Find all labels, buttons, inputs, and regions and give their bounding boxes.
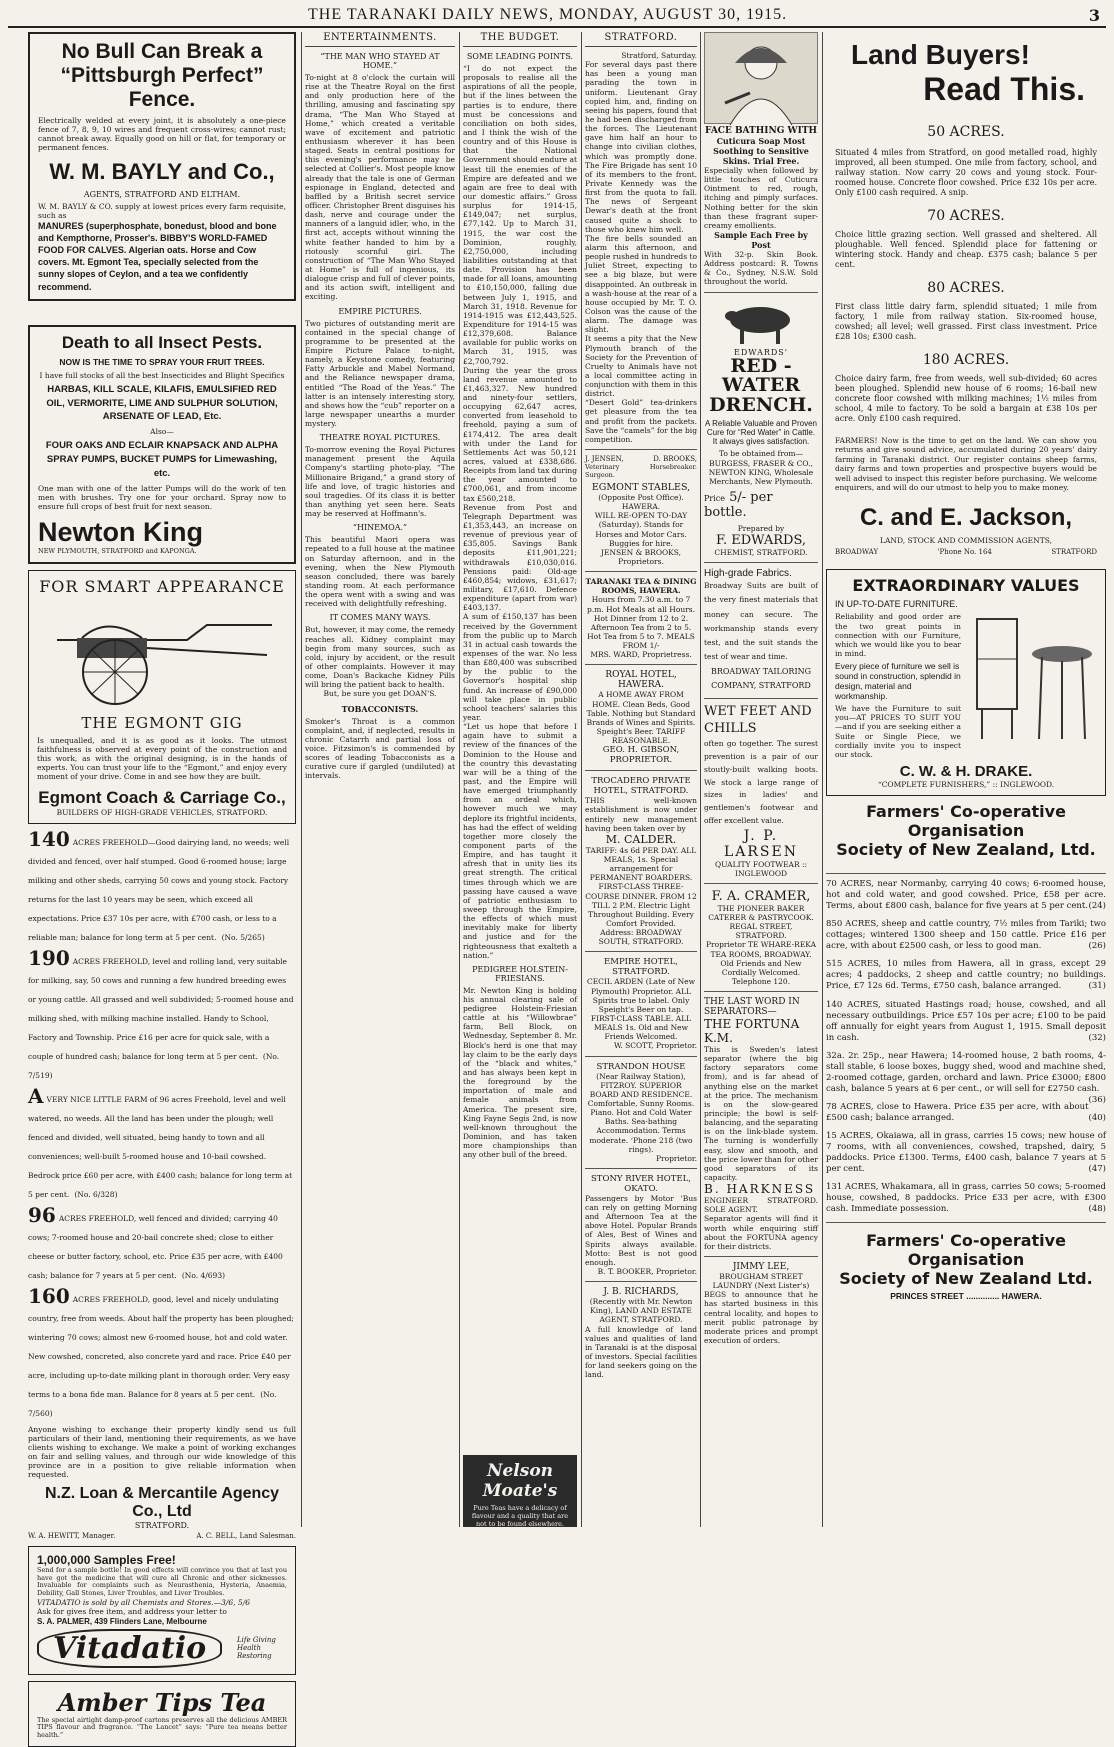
loan-salesman: A. C. BELL, Land Salesman. (196, 1531, 296, 1540)
article-title: EMPIRE PICTURES. (338, 306, 422, 316)
extra-values-title: EXTRAORDINARY VALUES (852, 576, 1080, 596)
amber-tips-ad (28, 1681, 296, 1747)
coop-title: Farmers' Co-operative Organisation (866, 802, 1066, 841)
gig-ad (28, 570, 296, 824)
article-body: Mr. Newton King is holding his annual clearing sale of pedigree Holstein-Friesian cattle at his “Willowbrae” farm, Bell Block, on Wednesday, September 8. Mr. Block's herd is one that may lay claim to be the early days of the “black and whites,” and has always been kept in the foreground by the importation of male and female animals from America. The present sire, King Fayne Segis 2nd, is now well-known throughout the Dominion, and has taken more championships than any other bull of the breed. (463, 985, 577, 1160)
property-heading: 70 ACRES. (927, 208, 1005, 224)
loan-staff (28, 1532, 296, 1540)
vitadatio-logo-row (37, 1629, 287, 1668)
drench-brand: EDWARDS' (734, 347, 788, 357)
dateline: Stratford, Saturday. (621, 51, 697, 60)
tea-rooms-sign: MRS. WARD, Proprietress. (590, 650, 692, 660)
article-body: To-night at 8 o'clock the curtain will rise at the Theatre Royal on the first and only production here of the thrilling, amusing and fascinating spy drama, “The Man Who Stayed at Home,” which created a veritable wave of excitement and patriotic enthusiasm wherever it has been staged. Seats in central positions for this evening's performance may be selected at Collier's. Most people know already that the tale is one of German espionage in England, detected and baffled by a British secret service officer. Christopher Brent disguises his dash, nerve and courage under the manners of a languid idler, who, in the first act, accepts without winning the white feather handed to him by a riotously scornful girl. The construction of “The Man Who Stayed at Home” is full of ingenious, its dialogue crisp and full of clever points, and its action swift, intelligent and exciting. (305, 73, 455, 302)
property-listing: 78 ACRES, close to Hawera. Price £35 per acre, with about £500 cash; balance arranged. (40) (826, 1101, 1106, 1123)
fence-ad-body: Electrically welded at every joint, it is absolutely a one-piece fence of 7, 8, 9, 10 wires and frequent cross-wires; cannot rust; cannot break away. Equally good on hill or flat, for temporary or permanent fences. (38, 116, 286, 153)
drench-sub: A Reliable Valuable and Proven Cure for “Red Water” in Cattle. It always gives satisfaction. (705, 419, 817, 447)
royal-hotel-sign: GEO. H. GIBSON, PROPRIETOR. (602, 745, 680, 766)
farmers-note: FARMERS! Now is the time to get on the land. We can show you returns and give sound advice, accumulated during 20 years' dairy farming in Taranaki district. Our register contains sheep farms, dairy farms and town properties and prospective buyers would be well advised to inspect this register before purchasing. We welcome enquirers, and will do our utmost to help you to make money. (835, 436, 1097, 492)
article-title: “THE MAN WHO STAYED AT HOME.” (320, 52, 440, 70)
property-body: First class little dairy farm, splendid situated; 1 mile from factory, 1 mile from railway station. Six-roomed house, cowshed; all level; well grassed. First class investment. Price £28 10s; £300 cash. (835, 302, 1097, 341)
coop-address: PRINCES STREET .............. HAWERA. (890, 1291, 1042, 1302)
column-stratford (585, 32, 697, 1527)
insect-ad (28, 325, 296, 564)
article-body: This beautiful Maori opera was repeated to a full house at the matinee on Saturday afternoon, and in the evening, when the New Plymouth season concluded, there was barely standing room. At each performance the opera went with a swing and was received with delightfully refreshing. (305, 535, 455, 609)
article-body: During the year the gross land revenue amounted to £1,463,327. New hundred and ninety-four settlers, occupying 62,647 acres, converted from leasehold to freehold, paying a sum of £174,412. The area dealt with under the Land for Settlements Act was 50,121 acres, valued at £338,686. Receipts from land tax during the year amounted to £700,061, and from income tax £560,218. (463, 365, 577, 503)
drench-from: To be obtained from— BURGESS, FRASER & CO., NEWTON KING, Wholesale Merchants, New Plymouth. (708, 449, 814, 486)
cuticura-head: FACE BATHING WITH (704, 126, 818, 136)
trocadero-addr: Address: BROADWAY SOUTH, STRATFORD. (598, 928, 684, 947)
article-body: “Desert Gold” tea-drinkers get pleasure from the tea and profit from the packets. Save the “camels” for the big competition. (585, 398, 697, 444)
nelson-moate-title: Nelson Moate's (482, 1461, 558, 1501)
column-ads-mid (704, 32, 818, 1527)
insect-ad-note: One man with one of the latter Pumps will do the work of ten men with brushes. Try one for your orchard. Spray now to ensure full crops of best fruit for next season. (38, 483, 286, 511)
extra-values-sub: IN UP-TO-DATE FURNITURE. (835, 599, 958, 610)
property-body: Choice little grazing section. Well grassed and sheltered. All ploughable. Well fenced. Splendid place for fattening or wintering stock. Handy and cheap. £375 cash; balance 5 per cent. (835, 230, 1097, 269)
empire-hotel-body: CECIL ARDEN (Late of New Plymouth) Proprietor. ALL Spirits true to label. Only Speight's Beer on tap. FIRST-CLASS TABLE. ALL MEALS 1s. Old and New Friends Welcomed. (586, 977, 696, 1042)
article-body: “I do not expect the proposals to realise all the aspirations of all the people, but if the lines between the parties is to endure, there must be concessions and conciliation on both sides, and I think the wish of the country and of this House is that the National Government should endure at least till the enemies of the Empire are defeated and we again are free to deal with our domestic affairs.” Gross surplus for 1914-15, £149,047; net surplus, £77,142. Up to March 31, 1915, the war cost the Dominion, roughly, £2,750,000, including liabilities outstanding at that date. Provision has been made for all loans, amounting to £10,150,000, falling due between July 1, 1915, and March 31, 1918. Revenue for 1914-1915 was £12,443,525. Expenditure for 1914-15 was £12,379,608. Balance available for public works on March 31, 1915, was £2,700,792. (463, 64, 577, 366)
separator-brand: THE FORTUNA K.M. (704, 1017, 800, 1046)
page-number: 3 (1088, 6, 1100, 25)
loan-note: Anyone wishing to exchange their property kindly send us full particulars of their land, mentioning their requirements, as we have clients wishing to exchange. We make a point of working exchanges on fair and selling values, and through our wide knowledge of this province are in a position to give reliable information when requested. (28, 1424, 296, 1480)
extra-values-body: We have the Furniture to suit you—AT PRICES TO SUIT YOU—and if you are seeking either a Suite or Single Piece, we cordially invite you to inspect our stock. (835, 704, 961, 759)
drake-content (835, 599, 1097, 759)
egmont-stables-sign: JENSEN & BROOKS, Proprietors. (601, 547, 681, 567)
jackson-row: BROADWAY 'Phone No. 164 STRATFORD (835, 548, 1097, 557)
egmont-coach-sub: BUILDERS OF HIGH-GRADE VEHICLES, STRATFORD. (56, 807, 268, 817)
property-listing: 70 ACRES, near Normanby, carrying 40 cows; 6-roomed house, hot and cold water, and good cowshed. Price, £58 per acre. Terms, about £800 cash, balance for five years at 5 per cent. (24) (826, 879, 1106, 912)
drake-firm: C. W. & H. DRAKE. (899, 762, 1033, 780)
fabrics-title: High-grade Fabrics. (704, 568, 792, 580)
cramer-name: F. A. CRAMER, (711, 888, 811, 904)
article-title: THEATRE ROYAL PICTURES. (319, 433, 441, 443)
chair-illustration (967, 599, 1097, 759)
article-title: IT COMES MANY WAYS. (329, 613, 431, 623)
jimmy-lee-sub: BROUGHAM STREET LAUNDRY (Next Lister's) (712, 1272, 810, 1291)
empire-hotel-title: EMPIRE HOTEL, STRATFORD. (604, 957, 678, 978)
column-budget (463, 32, 577, 1527)
masthead-title: THE TARANAKI DAILY NEWS, MONDAY, AUGUST 30, 1915. (308, 6, 788, 23)
jimmy-lee-name: JIMMY LEE, (732, 1262, 790, 1273)
article-title: SOME LEADING POINTS. (466, 52, 574, 61)
richards-body: A full knowledge of land values and qualities of land in Taranaki is at the disposal of investors. Special facilities for land seekers going on the land. (585, 1324, 697, 1380)
furniture-icon (967, 599, 1097, 749)
trocadero-title: TROCADERO PRIVATE HOTEL, STRATFORD. (591, 776, 691, 797)
column-entertainments (305, 32, 455, 1527)
larsen-name: J. P. LARSEN (723, 827, 798, 860)
article-body: For several days past there has been a young man parading the town in uniform. Lieutenant Gray copied him, and, finding on seeing his papers, found that he had been discharged from the forces. The Lieutenant gave him half an hour to change into civilian clothes, which was promptly done. The Fire Brigade has sent 10 of its members to the front. Private Kennedy was the first from the quota to fall. The news of Sergeant Dewar's death at the front caused quite a shock to those who knew him well. (585, 60, 697, 234)
vitadatio-body: Send for a sample bottle! In good effects will convince you that at last you have got the medicine that will cure all Chronic and other sicknesses. Invaluable for complaints such as Neurasthenia, Hysteria, Anaemia, Debility, Gall Stones, Liver Troubles, and Liver Troubles. (37, 1565, 287, 1598)
cuticura-illustration (704, 32, 818, 124)
listing: 140 ACRES FREEHOLD—Good dairying land, no weeds; well divided and fenced, over half stumped. Good 6-roomed house; large milking and other sheds, carrying 50 cows and young stock. Factory returns for the last 10 years may be seen, which exceed all expectations. Price £37 10s per acre, with £700 cash, or less to a reliable man; balance for long term at 5 per cent. (No. 5/265) (28, 826, 290, 942)
cuticura-sample: Sample Each Free by Post (714, 229, 808, 250)
property-body: Situated 4 miles from Stratford, on good metalled road, highly improved, all been stumped. One mile from factory, school, and railway station. Now carry 20 cows and young stock. Four-roomed house. Concrete floor cowshed. Price £32 10s per acre. Only £100 cash required. A snip. (835, 148, 1097, 197)
land-buyers-ad (826, 32, 1106, 563)
coop-title-2: Society of New Zealand Ltd. (839, 1269, 1093, 1289)
article-body: To-morrow evening the Royal Pictures management present the Aquila Company's startling photo-play, “The Millionaire Brigand,” a grand story of life and love, of tragic histories and soul tragedies. Of its class it is better than anything yet seen here. Seats may be reserved at Hoffmann's. (305, 445, 455, 519)
wet-feet-body: often go together. The surest prevention is a pair of our stoutly-built walking boots. We stock a large range of sizes in ladies' and gentlemen's footwear and offer excellent value. (704, 739, 818, 825)
coop-title: Farmers' Co-operative Organisation (866, 1231, 1066, 1270)
cow-icon (704, 298, 816, 348)
vitadatio-title: 1,000,000 Samples Free! (37, 1552, 176, 1567)
insect-ad-pumps: FOUR OAKS AND ECLAIR KNAPSACK AND ALPHA SPRAY PUMPS, BUCKET PUMPS for Limewashing, etc. (45, 440, 279, 479)
property-heading: 80 ACRES. (927, 280, 1005, 296)
insect-ad-list: HARBAS, KILL SCALE, KILAFIS, EMULSIFIED RED OIL, VERMORITE, LIME AND SULPHUR SOLUTION, ARSENATE OF LEAD, Etc. (46, 383, 278, 423)
wet-feet-title: WET FEET AND CHILLS (704, 704, 812, 737)
harkness-sub: ENGINEER STRATFORD. SOLE AGENT. (704, 1196, 818, 1215)
article-body: It seems a pity that the New Plymouth branch of the Society for the Prevention of Cruelty to Animals have not a local committee acting in conjunction with them in this district. (585, 334, 697, 399)
drake-ad (826, 569, 1106, 796)
harkness-note: Separator agents will find it worth while enquiring stiff about the FORTUNA agency for their districts. (704, 1214, 818, 1251)
gig-icon (37, 600, 287, 710)
richards-sub: (Recently with Mr. Newton King), LAND AND ESTATE AGENT, STRATFORD. (589, 1297, 693, 1325)
listing: 190 ACRES FREEHOLD, level and rolling land, very suitable for milking, say, 50 cows and running a few hundred breeding ewes or young cattle. All grassed and well subdivided; 5-roomed house and milking shed, with milking machine installed. Handy to School, Factory and Township. Price £16 per acre for quick sale, with a couple of hundred cash; balance for long term at 5 per cent. (No. 7/519) (28, 945, 294, 1080)
vitadatio-send: Ask for gives free item, and address your letter to (37, 1607, 227, 1617)
insect-ad-also: Also— (150, 427, 174, 437)
article-title: PEDIGREE HOLSTEIN-FRIESIANS. (472, 964, 568, 983)
cuticura-body: Especially when followed by little touches of Cuticura Ointment to red, rough, itching and pimply surfaces. Nothing better for the skin than these fragrant super-creamy emollients. (704, 166, 818, 230)
listing: 96 ACRES FREEHOLD, well fenced and divided; carrying 40 cows; 7-roomed house and 20-bail concrete shed; close to either cheese or butter factory, school, etc. Price £35 per acre, with £400 cash; balance for 7 years at 5 per cent. (No. 4/693) (28, 1202, 283, 1280)
article-sign: But, be sure you get DOAN'S. (323, 689, 437, 699)
property-listing: 850 ACRES, sheep and cattle country, 7½ miles from Tariki; two cottages; wintered 1300 sheep and 150 cattle. Price £16 per acre, with about £2500 cash, or less to good man. (26) (826, 919, 1106, 952)
column-rule (581, 32, 582, 1527)
cramer-addr: REGAL STREET, STRATFORD. (729, 922, 793, 941)
cramer-sub: THE PIONEER BAKER CATERER & PASTRYCOOK. (708, 903, 814, 922)
stony-river-body: Passengers by Motor 'Bus can rely on getting Morning and Afternoon Tea at the above Hotel. Popular Brands of Ales, Best of Wines and Spirits always available. Motto: Best is not good enough. (585, 1193, 697, 1267)
property-listing: 140 ACRES, situated Hastings road; house, cowshed, and all necessary outbuildings. Price £57 10s per acre; £100 to be paid off annually for eight years from August 1, 1915. Small deposit in cash. (32) (826, 999, 1106, 1043)
coop-properties (826, 879, 1106, 1215)
nelson-moate-ad (463, 1455, 577, 1527)
drench-price-row: Price 5/- per bottle. (704, 489, 773, 520)
insect-ad-stock: I have full stocks of all the best Insecticides and Blight Specifics (39, 370, 285, 380)
column-rule (459, 32, 460, 1527)
vitadatio-logo: Vitadatio (37, 1629, 222, 1668)
article-title: “HINEMOA.” (352, 523, 408, 533)
jimmy-lee-body: BEGS to announce that he has started business in this central locality, and hopes to merit public patronage by moderate prices and prompt execution of orders. (704, 1290, 818, 1345)
cuticura-addr: With 32-p. Skin Book. Address postcard: R. Towns & Co., Sydney, N.S.W. Sold throughout the world. (704, 249, 818, 287)
strandon-title: STRANDON HOUSE (596, 1061, 686, 1072)
cattle-illustration (704, 298, 818, 348)
nelson-moate-sub: Pure Teas have a delicacy of flavour and a quality that are not to be found elsewhere. (471, 1504, 569, 1528)
bayly-offer: W. M. BAYLY & CO. supply at lowest prices every farm requisite, such as (38, 201, 286, 220)
column-rule (822, 32, 823, 1527)
jackson-firm: C. and E. Jackson, (859, 504, 1073, 532)
article-title: TOBACCONISTS. (341, 703, 419, 714)
gig-illustration (37, 600, 287, 710)
harkness-name: B. HARKNESS (704, 1182, 816, 1197)
amber-tips-title: Amber Tips Tea (57, 1687, 267, 1717)
loan-manager: W. A. HEWITT, Manager. (28, 1531, 116, 1540)
column-land-buyers (826, 32, 1106, 1527)
column-ads-left (28, 32, 296, 1740)
egmont-stables-opp: (Opposite Post Office). (598, 493, 684, 503)
separator-body: This is Sweden's latest separator (where the big factory separators come from), and is far ahead of anything else on the market at the price. The mechanism is on the slow-geared principle; the bowl is self-balancing, and the separating is on the link-blade system. The turning is wonderfully easy, slow and smooth, and the price lower than for other good separators of its capacity. (704, 1045, 818, 1183)
fabrics-body: Broadway Suits are built of the very finest materials that money can secure. The workmanship stands every test, and the suit stands the test of wear and time. (704, 581, 818, 662)
trocadero-body: THIS well-known establishment is now under entirely new management having been taken over by (585, 796, 697, 833)
loan-firm: N.Z. Loan & Mercantile Agency Co., Ltd (44, 1484, 280, 1520)
jackson-sub: LAND, STOCK AND COMMISSION AGENTS, (880, 536, 1052, 546)
article-body: Two pictures of outstanding merit are contained in the special change of programme to be presented at the Empire Picture Palace to-night, namely, a Keystone comedy, featuring Fatty Arbuckle and Mabel Normand, and the Reliance newspaper drama, entitled “The Road of the Yeas.” The latter is an intensely interesting story, and shows how the “cub” reporter on a large newspaper unearths a murder mystery. (305, 318, 455, 429)
extra-values-body: Every piece of furniture we sell is sound in construction, splendid in design, material and workmanship. (835, 661, 961, 702)
land-buyers-title-2: Read This. (923, 71, 1085, 107)
drench-chemist-place: CHEMIST, STRATFORD. (714, 548, 808, 558)
column-heading: ENTERTAINMENTS. (305, 32, 455, 47)
property-listing: 515 ACRES, 10 miles from Hawera, all in grass, except 29 acres; 4 paddocks, 2 sheep and cattle country; no buildings. Price, £7 12s 6d. Terms, £750 cash, balance arranged. (31) (826, 959, 1106, 992)
coop-title-2: Society of New Zealand, Ltd. (836, 840, 1096, 860)
gig-body: Is unequalled, and it is as good as it looks. The utmost faithfulness is observed at every point of the construction and this work, as with the original designing, is in the hands of experts. You can trust your life to the “Egmont,” and enjoy every moment of your drive. Come in and see how they are built. (37, 735, 287, 782)
tea-rooms-title: TARANAKI TEA & DINING ROOMS, HAWERA. (585, 577, 697, 596)
stony-river-sign: B. T. BOOKER, Proprietor. (597, 1267, 697, 1277)
egmont-stables-body: WILL RE-OPEN TO-DAY (Saturday). Stands for Horses and Motor Cars. Buggies for hire. (594, 511, 688, 548)
fence-ad-title-2: “Pittsburgh Perfect” Fence. (60, 64, 264, 111)
gig-ad-title: FOR SMART APPEARANCE (39, 576, 285, 596)
drench-title: RED - WATER DRENCH. (709, 354, 813, 417)
tea-rooms-body: Hours from 7.30 a.m. to 7 p.m. Hot Meals at all Hours. Hot Dinner from 12 to 2. Afternoon Tea from 2 to 5. Hot Tea from 5 to 7. MEALS FROM 1/- (587, 595, 695, 651)
vitadatio-sold: VITADATIO is sold by all Chemists and Stores.—3/6, 5/6 (37, 1598, 250, 1608)
jensen-brooks-titles: Veterinary Surgeon. Horsebreaker. (585, 463, 697, 480)
bayly-firm: W. M. BAYLY and Co., (49, 158, 275, 184)
property-listing: 32a. 2r. 25p., near Hawera; 14-roomed house, 2 bath rooms, 4-stall stable, 6 loose boxes, buggy shed, wood and machine shed, 2-roomed cottage, garden, orchard and lawn. Price £3000; £800 cash, balance 5 years at 6 per cent., or will sell for £2750 cash. (36) (826, 1050, 1106, 1105)
column-heading: THE BUDGET. (463, 32, 577, 47)
gig-name: THE EGMONT GIG (81, 713, 243, 732)
article-body: A sum of £150,137 has been received by the Government from the public up to March 31 in actual cash towards the expenses of the war. No less than £80,400 was subscribed by the public to the Governor's hospital ship fund. An increase of £90,000 will take place in public school teachers' salaries this year. (463, 612, 577, 722)
separator-title: THE LAST WORD IN SEPARATORS— (704, 997, 800, 1018)
property-listing: 15 ACRES, Okaiawa, all in grass, carries 15 cows; new house of 7 rooms, with all conveniences, cowshed, trapshed, dairy, 5 paddocks. Price £1300. Terms, £400 cash, balance 7 years at 5 per cent. (47) (826, 1130, 1106, 1175)
amber-tips-body: The special airtight damp-proof cartons preserves all the delicious AMBER TIPS flavour and fragrance. “The Lancet” says: “Pure tea means better health.” (37, 1715, 287, 1740)
article-body: Smoker's Throat is a common complaint, and, if neglected, results in chronic Catarrh and partial loss of voice. Fitzsimon's is commended by scores of leading Tobacconists as a curative cure if gargled (undiluted) at intervals. (305, 716, 455, 781)
property-listing: 131 ACRES, Whakamara, all in grass, carries 50 cows; 5-roomed house, cowshed, 8 paddocks. Price £33 per acre, with £300 cash. Immediate possession. (48) (826, 1182, 1106, 1215)
property-heading: 180 ACRES. (922, 352, 1010, 368)
loan-listings (28, 826, 296, 1540)
column-rule (700, 32, 701, 1527)
royal-hotel-title: ROYAL HOTEL, HAWERA. (605, 670, 677, 691)
bayly-agents: AGENTS, STRATFORD AND ELTHAM. (83, 189, 241, 199)
land-buyers-title: Land Buyers! (851, 39, 1030, 70)
newton-king-places: NEW PLYMOUTH, STRATFORD and KAPONGA. (38, 546, 197, 555)
insect-ad-sub: NOW IS THE TIME TO SPRAY YOUR FRUIT TREES. (59, 356, 265, 367)
extra-values-body: Reliability and good order are the two great points in connection with our Furniture, which we would like you to bear in mind. (835, 612, 961, 658)
royal-hotel-body: A HOME AWAY FROM HOME. Clean Beds, Good Table. Nothing but Standard Brands of Wines and Spirits. Speight's Beer. TARIFF REASONABLE. (586, 690, 696, 746)
vitadatio-slogan: Life Giving Health Restoring (237, 1636, 276, 1661)
cramer-phone: Telephone 120. (731, 976, 791, 986)
article-body: Revenue from Post and Telegraph Department was £1,353,443, an increase on revenue of previous year of £35,805. Savings Bank deposits £11,901,221; withdrawals £10,030,016. Pensions paid: Old-age £460,854; widows, £31,617; military, £17,610. Defence expenditure (apart from war) £403,137. (463, 502, 577, 613)
article-body: “Let us hope that before I again have to submit a review of the finances of the Dominion to the House and the country this devastating war will be a thing of the past, and the Empire will have emerged triumphantly from an ordeal which, however much we may deplore its frightful incidents, has had the effect of welding together more closely the component parts of the Empire, and has taught it afresh that in unity lies its great strength. The critical times through which we are passing have caused a wave of patriotic enthusiasm to sweep through the Empire, the effects of which must inevitably make for liberty and justice and for the righteousness that exalteth a nation.” (463, 722, 577, 960)
egmont-stables-place: HAWERA. (621, 502, 661, 512)
vitadatio-ad (28, 1546, 296, 1675)
bayly-list: MANURES (superphosphate, bonedust, blood and bone and Kempthorne, Prosser's. BIBBY'S WORLD-FAMED FOOD FOR CALVES. Algerian oats. Horse and Cow covers. Mt. Egmont Tea, specially selected from the sunny slopes of Ceylon, and a tea we confidently recommend. (38, 220, 277, 292)
property-heading: 50 ACRES. (927, 124, 1005, 140)
drench-price: 5/- per bottle. (704, 489, 773, 520)
drake-sub: “COMPLETE FURNISHERS,” :: INGLEWOOD. (877, 779, 1055, 789)
vitadatio-addr: S. A. PALMER, 439 Flinders Lane, Melbourne (37, 1616, 207, 1626)
egmont-coach-firm: Egmont Coach & Carriage Co., (38, 787, 286, 807)
masthead (8, 6, 1106, 28)
trocadero-tariff: TARIFF: 4s 6d PER DAY. ALL MEALS, 1s. Special arrangement for PERMANENT BOARDERS. FIRST-CLASS THREE-COURSE DINNER. FROM 12 TILL 2 P.M. Electric Light Throughout Building. Every Comfort Provided. (585, 845, 697, 928)
newton-king-firm: Newton King (38, 516, 203, 547)
strandon-body: (Near Railway Station), FITZROY. SUPERIOR BOARD AND RESIDENCE. Comfortable, Sunny Rooms. Piano. Hot and Cold Water Baths. Sea-bathing Accommodation. Terms moderate. ‘Phone 218 (two rings). (587, 1071, 695, 1154)
fence-ad-title: No Bull Can Break a (61, 40, 263, 63)
egmont-stables-title: EGMONT STABLES, (591, 482, 691, 494)
fence-ad (28, 32, 296, 301)
cramer-body: Proprietor TE WHARE-REKA TEA ROOMS, BROADWAY. Old Friends and New Cordially Welcomed. (705, 940, 817, 977)
column-rule (301, 32, 302, 1527)
woman-portrait-icon (705, 33, 817, 125)
listing: 160 ACRES FREEHOLD, good, level and nicely undulating country, free from weeds. About half the property has been ploughed; wintering 70 cows; almost new 6-roomed house, hot and cold water. New cowshed, concreted, also concrete yard and race. Price £40 per acre, including up-to-date milking plant in thorough order. Very easy terms to a bona fide man. Balance for 8 years at 5 per cent. (No. 7/560) (28, 1283, 294, 1418)
richards-title: J. B. RICHARDS, (603, 1287, 679, 1298)
stony-river-title: STONY RIVER HOTEL, OKATO. (590, 1173, 692, 1194)
insect-ad-title: Death to all Insect Pests. (61, 332, 263, 352)
trocadero-name: M. CALDER. (605, 832, 677, 846)
column-heading: STRATFORD. (585, 32, 697, 47)
jensen-brooks: J. JENSEN, D. BROOKS, (585, 455, 697, 464)
drench-chemist: F. EDWARDS, (715, 533, 807, 549)
larsen-sub: QUALITY FOOTWEAR :: INGLEWOOD (714, 859, 808, 878)
loan-place: STRATFORD. (134, 1520, 190, 1530)
strandon-sign: Proprietor. (655, 1153, 697, 1163)
property-body: Choice dairy farm, free from weeds, well sub-divided; 60 acres been ploughed. Splendid new house of 6 rooms; 16-bail new concrete floor cowshed with milking machines; 1½ miles from school, 4 mile to factory. To be sold a bargain at £38 10s per acre. Only £100 cash required. (835, 374, 1097, 423)
listing: AVERY NICE LITTLE FARM of 96 acres Freehold, level and well watered, no weeds. All the land has been under the plough; well fenced and divided, well situated, being handy to town and all conveniences; well-built 5-roomed house and 10-bail cowshed. Bedrock price £60 per acre, with £400 cash; balance for long term at 5 per cent. (No. 6/328) (28, 1083, 293, 1199)
drench-prep: Prepared by (737, 523, 785, 533)
cuticura-sub: Cuticura Soap Most Soothing to Sensitive Skins. Trial Free. (713, 136, 809, 166)
article-body: But, however, it may come, the remedy reaches all. Kidney complaint may begin from many sources, such as cold, injury by accident, or the result of other complaints. However it may come, Doan's Backache Kidney Pills will bring the patient back to health. (305, 625, 455, 690)
fabrics-firm: BROADWAY TAILORING COMPANY, STRATFORD (710, 666, 812, 691)
article-body: The fire bells sounded an alarm this afternoon, and people rushed in hundreds to Juliet Street, expecting to see a big blaze, but were disappointed. An outbreak in a wash-house at the rear of a house occupied by Mr. T. O. Colson was the cause of the alarm. The damage was slight. (585, 233, 697, 335)
empire-hotel-sign: W. SCOTT, Proprietor. (613, 1041, 697, 1051)
